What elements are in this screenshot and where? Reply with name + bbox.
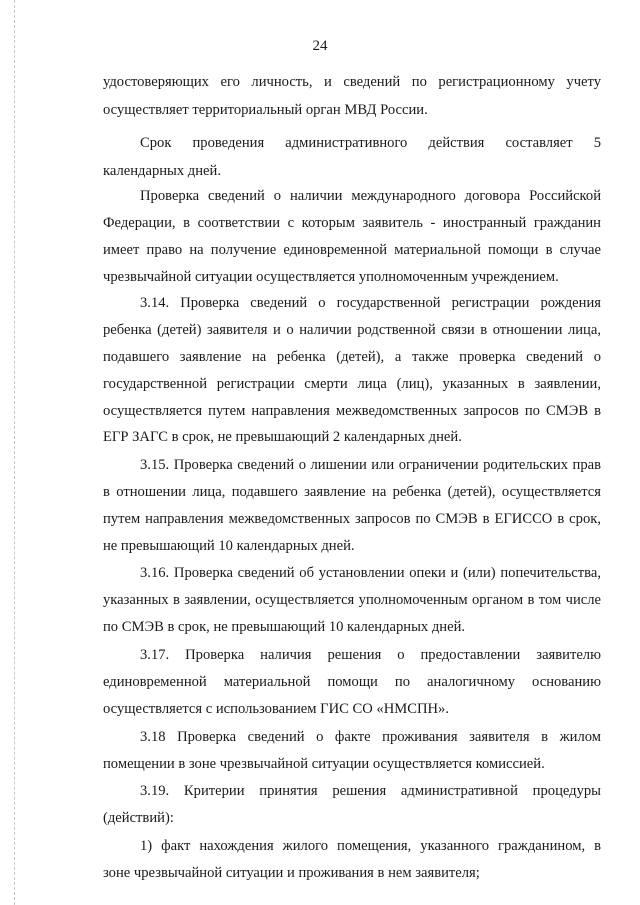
text-line: удостоверяющих его личность, и сведений по регистрационному учету xyxy=(103,74,601,90)
text-line: указанных в заявлении, осуществляется уполномоченным органом в том числе xyxy=(103,592,601,608)
text-line: 3.17. Проверка наличия решения о предоставлении заявителю xyxy=(140,647,601,663)
text-line: 3.14. Проверка сведений о государственной регистрации рождения xyxy=(140,295,601,311)
text-line: осуществляет территориальный орган МВД России. xyxy=(103,102,428,118)
text-line: 3.16. Проверка сведений об установлении опеки и (или) попечительства, xyxy=(140,565,601,581)
text-line: Срок проведения административного действия составляет 5 xyxy=(140,135,601,151)
text-line: путем направления межведомственных запросов по СМЭВ в ЕГИССО в срок, xyxy=(103,511,601,527)
text-line: зоне чрезвычайной ситуации и проживания в нем заявителя; xyxy=(103,865,480,881)
text-line: помещении в зоне чрезвычайной ситуации осуществляется комиссией. xyxy=(103,756,545,772)
text-line: по СМЭВ в срок, не превышающий 10 календарных дней. xyxy=(103,619,466,635)
text-line: ребенка (детей) заявителя и о наличии родственной связи в отношении лица, xyxy=(103,322,601,338)
text-line: в отношении лица, подавшего заявление на ребенка (детей), осуществляется xyxy=(103,484,601,500)
page-number: 24 xyxy=(312,38,328,54)
text-line: ЕГР ЗАГС в срок, не превышающий 2 календарных дней. xyxy=(103,429,462,445)
text-line: подавшего заявление на ребенка (детей), а также проверка сведений о xyxy=(103,349,601,365)
text-line: государственной регистрации смерти лица (лиц), указанных в заявлении, xyxy=(103,376,601,392)
text-line: имеет право на получение единовременной материальной помощи в случае xyxy=(103,242,601,258)
text-line: не превышающий 10 календарных дней. xyxy=(103,538,355,554)
list-item-text: 1) факт нахождения жилого помещения, указанного гражданином, в xyxy=(140,838,601,854)
text-line: (действий): xyxy=(103,810,174,826)
text-line: Проверка сведений о наличии международного договора Российской xyxy=(140,188,601,204)
text-line: единовременной материальной помощи по аналогичному основанию xyxy=(103,674,601,690)
text-line: 3.19. Критерии принятия решения административной процедуры xyxy=(140,783,601,799)
page-margin-rule xyxy=(14,0,15,905)
text-line: календарных дней. xyxy=(103,163,221,179)
text-line: осуществляется путем направления межведомственных запросов по СМЭВ в xyxy=(103,403,601,419)
text-line: осуществляется с использованием ГИС СО «НМСПН». xyxy=(103,701,449,717)
text-line: 3.18 Проверка сведений о факте проживания заявителя в жилом xyxy=(140,729,601,745)
text-line: чрезвычайной ситуации осуществляется уполномоченным учреждением. xyxy=(103,269,559,285)
text-line: Федерации, в соответствии с которым заявитель - иностранный гражданин xyxy=(103,215,601,231)
text-line: 3.15. Проверка сведений о лишении или ограничении родительских прав xyxy=(140,457,601,473)
